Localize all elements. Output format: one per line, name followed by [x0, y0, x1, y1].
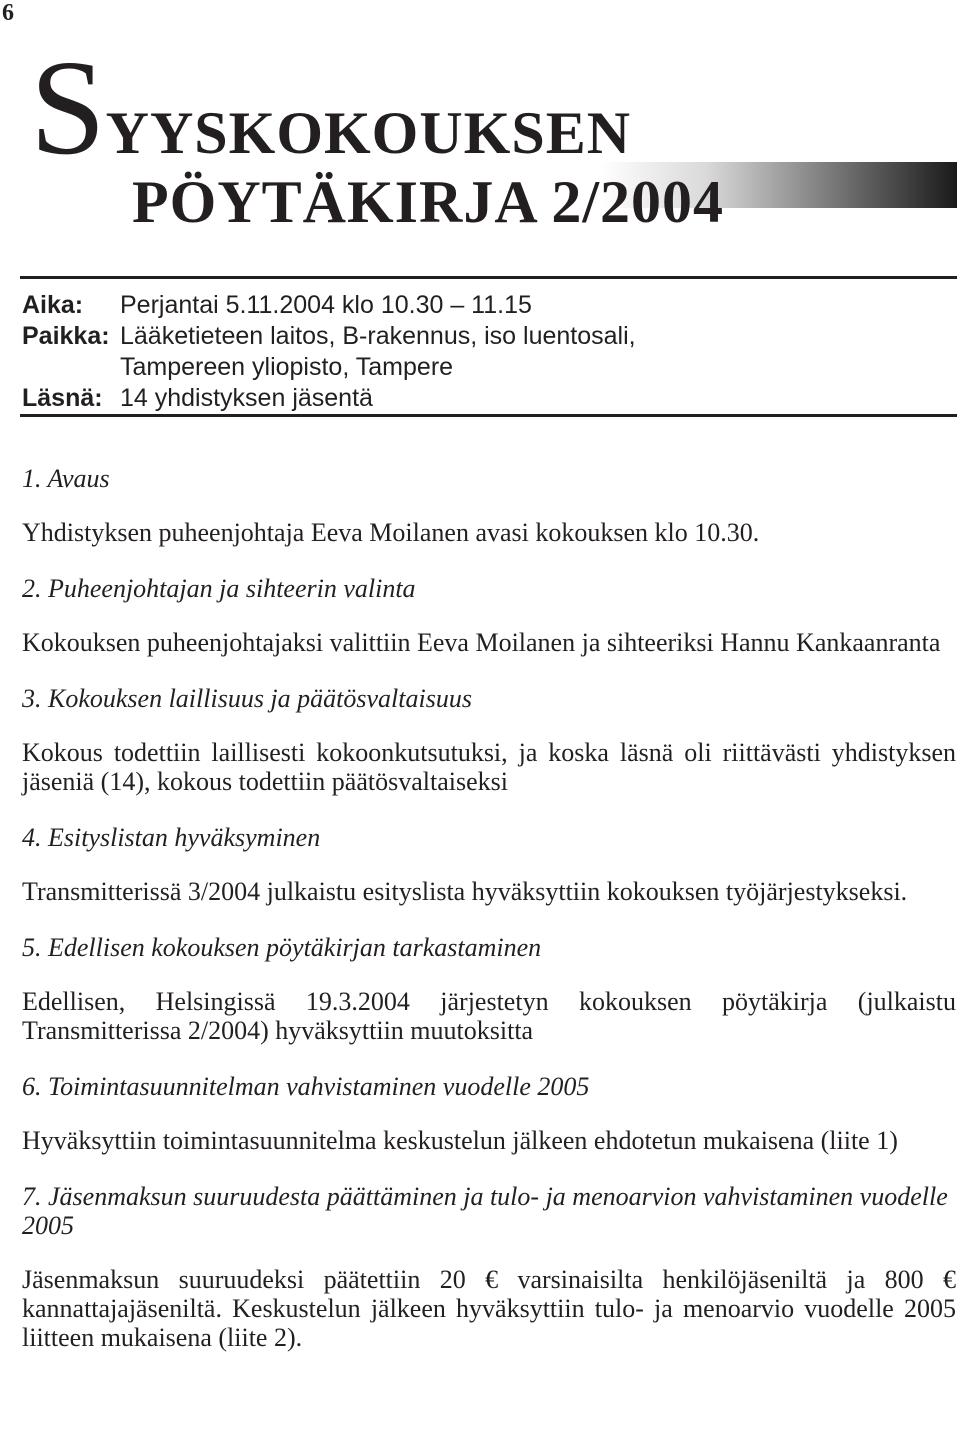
section-5-heading: 5. Edellisen kokouksen pöytäkirjan tarkastaminen — [22, 933, 542, 962]
section-4-heading: 4. Esityslistan hyväksyminen — [22, 823, 321, 852]
section-1-body: Yhdistyksen puheenjohtaja Eeva Moilanen avasi kokouksen klo 10.30. — [22, 518, 760, 547]
meta-place-label: Paikka: — [22, 322, 110, 350]
meta-present-label: Läsnä: — [22, 384, 103, 412]
meta-time-row — [22, 290, 636, 321]
section-3-body: Kokous todettiin laillisesti kokoonkutsutuksi, ja koska läsnä oli riittävästi yhdistyksen jäseniä (14), kokous todettiin päätösvaltaiseksi — [22, 738, 956, 796]
page-number: 6 — [2, 0, 14, 26]
divider-top — [20, 276, 957, 279]
section-3-heading: 3. Kokouksen laillisuus ja päätösvaltaisuus — [22, 684, 472, 713]
title-initial: S — [30, 33, 106, 183]
section-2-body: Kokouksen puheenjohtajaksi valittiin Eeva Moilanen ja sihteeriksi Hannu Kankaanranta — [22, 628, 941, 657]
meta-present-value: 14 yhdistyksen jäsentä — [120, 384, 373, 412]
section-1-heading: 1. Avaus — [22, 464, 110, 493]
section-5-body: Edellisen, Helsingissä 19.3.2004 järjestetyn kokouksen pöytäkirja (julkaistu Transmitterissa 2/2004) hyväksyttiin muutoksitta — [22, 987, 956, 1045]
section-7-body: Jäsenmaksun suuruudeksi päätettiin 20 € varsinaisilta henkilöjäseniltä ja 800 € kannattajajäseniltä. Keskustelun jälkeen hyväksyttiin tulo- ja menoarvio vuodelle 2005 liitteen mukaisena (liite 2). — [22, 1265, 956, 1352]
section-6-heading: 6. Toimintasuunnitelman vahvistaminen vuodelle 2005 — [22, 1072, 590, 1101]
section-4-body: Transmitterissä 3/2004 julkaistu esityslista hyväksyttiin kokouksen työjärjestykseksi. — [22, 877, 908, 906]
title-line-1-rest: YYSKOKOUKSEN — [105, 100, 632, 166]
title-line-1 — [30, 33, 632, 183]
meta-time-label: Aika: — [22, 291, 84, 319]
section-6-body: Hyväksyttiin toimintasuunnitelma keskustelun jälkeen ehdotetun mukaisena (liite 1) — [22, 1126, 898, 1155]
section-2-heading: 2. Puheenjohtajan ja sihteerin valinta — [22, 574, 416, 603]
meta-place-value: Lääketieteen laitos, B-rakennus, iso luentosali, — [120, 322, 636, 350]
meta-present-row — [22, 383, 636, 414]
minutes-content — [22, 464, 956, 1379]
divider-bottom — [20, 414, 957, 417]
title-line-2: PÖYTÄKIRJA 2/2004 — [132, 169, 725, 235]
meta-place-row — [22, 321, 636, 352]
meta-time-value: Perjantai 5.11.2004 klo 10.30 – 11.15 — [120, 291, 532, 319]
meta-place-value-2: Tampereen yliopisto, Tampere — [120, 353, 454, 381]
meeting-details — [22, 290, 636, 414]
section-7-heading: 7. Jäsenmaksun suuruudesta päättäminen ja tulo- ja menoarvion vahvistaminen vuodelle 2005 — [22, 1182, 948, 1240]
